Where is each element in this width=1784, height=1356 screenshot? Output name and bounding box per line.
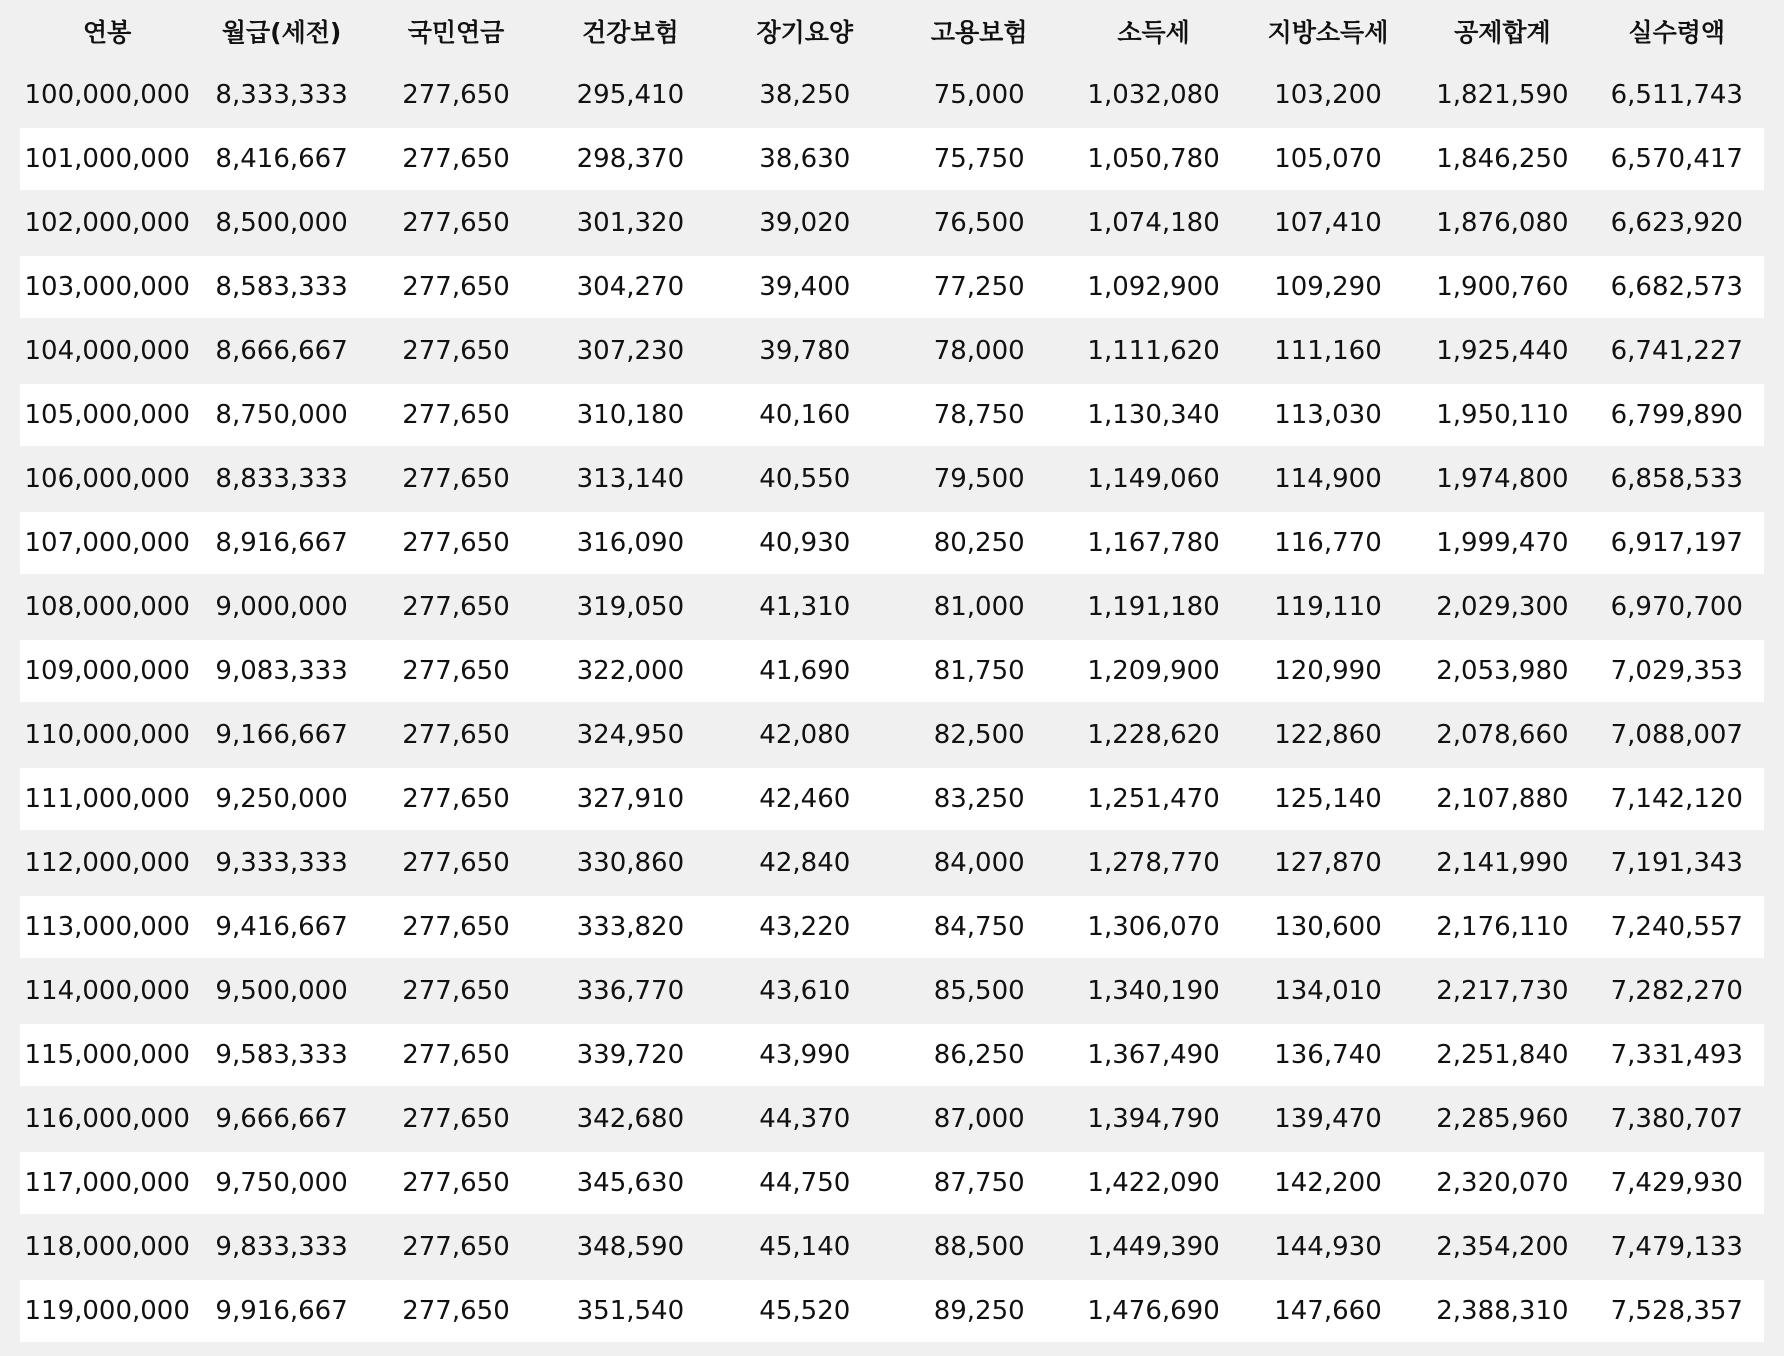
table-cell: 87,000 xyxy=(933,1104,1025,1134)
table-cell: 277,650 xyxy=(402,1168,510,1198)
table-cell: 6,799,890 xyxy=(1610,400,1743,430)
table-cell: 1,974,800 xyxy=(1436,464,1569,494)
table-cell: 116,000,000 xyxy=(24,1104,190,1134)
table-cell: 122,860 xyxy=(1274,720,1382,750)
table-cell: 44,750 xyxy=(759,1168,851,1198)
table-cell: 319,050 xyxy=(576,592,685,622)
table-cell: 295,410 xyxy=(576,80,685,110)
table-cell: 147,660 xyxy=(1274,1296,1382,1326)
table-cell: 1,846,250 xyxy=(1436,144,1569,174)
table-cell: 8,333,333 xyxy=(215,80,348,110)
table-cell: 7,142,120 xyxy=(1610,784,1743,814)
table-cell: 102,000,000 xyxy=(24,208,190,238)
table-cell: 1,050,780 xyxy=(1087,144,1220,174)
table-cell: 1,900,760 xyxy=(1436,272,1569,302)
table-row xyxy=(20,1280,1764,1342)
table-cell: 40,160 xyxy=(759,400,851,430)
table-cell: 117,000,000 xyxy=(24,1168,190,1198)
table-cell: 81,000 xyxy=(933,592,1025,622)
table-cell: 2,029,300 xyxy=(1436,592,1569,622)
table-cell: 40,550 xyxy=(759,464,851,494)
table-cell: 43,990 xyxy=(759,1040,851,1070)
table-cell: 1,340,190 xyxy=(1087,976,1220,1006)
table-cell: 277,650 xyxy=(402,144,510,174)
table-cell: 6,970,700 xyxy=(1610,592,1743,622)
table-cell: 1,149,060 xyxy=(1087,464,1220,494)
table-cell: 111,000,000 xyxy=(24,784,190,814)
table-cell: 100,000,000 xyxy=(24,80,190,110)
table-cell: 7,088,007 xyxy=(1610,720,1743,750)
table-cell: 9,916,667 xyxy=(215,1296,348,1326)
table-cell: 39,400 xyxy=(759,272,851,302)
table-cell: 9,583,333 xyxy=(215,1040,348,1070)
table-cell: 2,053,980 xyxy=(1436,656,1569,686)
table-cell: 1,167,780 xyxy=(1087,528,1220,558)
table-cell: 8,833,333 xyxy=(215,464,348,494)
table-cell: 38,630 xyxy=(759,144,851,174)
table-cell: 109,290 xyxy=(1274,272,1382,302)
table-row xyxy=(20,320,1764,382)
table-cell: 322,000 xyxy=(576,656,685,686)
table-cell: 7,429,930 xyxy=(1610,1168,1743,1198)
table-row xyxy=(20,192,1764,254)
table-cell: 114,000,000 xyxy=(24,976,190,1006)
table-cell: 7,282,270 xyxy=(1610,976,1743,1006)
table-cell: 2,320,070 xyxy=(1436,1168,1569,1198)
table-cell: 1,999,470 xyxy=(1436,528,1569,558)
table-cell: 7,240,557 xyxy=(1610,912,1743,942)
table-cell: 119,110 xyxy=(1274,592,1382,622)
table-cell: 125,140 xyxy=(1274,784,1382,814)
table-cell: 277,650 xyxy=(402,272,510,302)
table-cell: 79,500 xyxy=(933,464,1025,494)
table-row xyxy=(20,896,1764,958)
table-row xyxy=(20,768,1764,830)
table-cell: 144,930 xyxy=(1274,1232,1382,1262)
table-row xyxy=(20,256,1764,318)
header-national-pension: 국민연금 xyxy=(407,18,505,47)
table-cell: 113,000,000 xyxy=(24,912,190,942)
table-cell: 76,500 xyxy=(933,208,1025,238)
table-cell: 348,590 xyxy=(576,1232,685,1262)
table-cell: 8,750,000 xyxy=(215,400,348,430)
table-cell: 78,750 xyxy=(933,400,1025,430)
table-cell: 1,306,070 xyxy=(1087,912,1220,942)
table-cell: 7,191,343 xyxy=(1610,848,1743,878)
table-cell: 1,449,390 xyxy=(1087,1232,1220,1262)
table-cell: 6,858,533 xyxy=(1610,464,1743,494)
table-cell: 1,422,090 xyxy=(1087,1168,1220,1198)
table-cell: 112,000,000 xyxy=(24,848,190,878)
table-cell: 109,000,000 xyxy=(24,656,190,686)
table-cell: 1,925,440 xyxy=(1436,336,1569,366)
table-cell: 7,479,133 xyxy=(1610,1232,1743,1262)
table-cell: 1,367,490 xyxy=(1087,1040,1220,1070)
table-cell: 277,650 xyxy=(402,656,510,686)
header-income-tax: 소득세 xyxy=(1117,18,1190,47)
table-row xyxy=(20,512,1764,574)
table-cell: 1,032,080 xyxy=(1087,80,1220,110)
table-cell: 8,666,667 xyxy=(215,336,348,366)
table-row xyxy=(20,704,1764,766)
table-cell: 2,107,880 xyxy=(1436,784,1569,814)
table-cell: 9,666,667 xyxy=(215,1104,348,1134)
table-cell: 142,200 xyxy=(1274,1168,1382,1198)
table-cell: 9,833,333 xyxy=(215,1232,348,1262)
header-monthly-gross: 월급(세전) xyxy=(221,18,342,47)
table-cell: 130,600 xyxy=(1274,912,1382,942)
table-cell: 41,690 xyxy=(759,656,851,686)
table-cell: 345,630 xyxy=(576,1168,685,1198)
table-row xyxy=(20,640,1764,702)
table-cell: 7,331,493 xyxy=(1610,1040,1743,1070)
table-cell: 84,750 xyxy=(933,912,1025,942)
table-cell: 6,570,417 xyxy=(1610,144,1743,174)
table-cell: 8,583,333 xyxy=(215,272,348,302)
table-cell: 42,840 xyxy=(759,848,851,878)
table-cell: 80,250 xyxy=(933,528,1025,558)
table-cell: 41,310 xyxy=(759,592,851,622)
table-cell: 113,030 xyxy=(1274,400,1382,430)
table-row xyxy=(20,1216,1764,1278)
table-cell: 107,000,000 xyxy=(24,528,190,558)
table-row xyxy=(20,1024,1764,1086)
table-cell: 1,251,470 xyxy=(1087,784,1220,814)
table-cell: 136,740 xyxy=(1274,1040,1382,1070)
table-cell: 83,250 xyxy=(933,784,1025,814)
table-cell: 316,090 xyxy=(576,528,685,558)
table-cell: 310,180 xyxy=(576,400,685,430)
table-cell: 277,650 xyxy=(402,80,510,110)
table-cell: 44,370 xyxy=(759,1104,851,1134)
table-cell: 2,388,310 xyxy=(1436,1296,1569,1326)
table-row xyxy=(20,960,1764,1022)
table-cell: 45,520 xyxy=(759,1296,851,1326)
table-cell: 89,250 xyxy=(933,1296,1025,1326)
table-cell: 6,682,573 xyxy=(1610,272,1743,302)
table-cell: 38,250 xyxy=(759,80,851,110)
table-cell: 327,910 xyxy=(576,784,685,814)
table-cell: 134,010 xyxy=(1274,976,1382,1006)
table-cell: 277,650 xyxy=(402,336,510,366)
table-cell: 1,876,080 xyxy=(1436,208,1569,238)
table-cell: 1,191,180 xyxy=(1087,592,1220,622)
table-cell: 105,000,000 xyxy=(24,400,190,430)
table-cell: 351,540 xyxy=(576,1296,685,1326)
table-cell: 7,029,353 xyxy=(1610,656,1743,686)
table-cell: 116,770 xyxy=(1274,528,1382,558)
table-row xyxy=(20,832,1764,894)
table-cell: 81,750 xyxy=(933,656,1025,686)
table-body xyxy=(20,64,1764,1342)
table-cell: 277,650 xyxy=(402,784,510,814)
table-cell: 39,020 xyxy=(759,208,851,238)
table-cell: 7,380,707 xyxy=(1610,1104,1743,1134)
table-cell: 277,650 xyxy=(402,1232,510,1262)
table-cell: 108,000,000 xyxy=(24,592,190,622)
table-cell: 118,000,000 xyxy=(24,1232,190,1262)
table-cell: 103,200 xyxy=(1274,80,1382,110)
table-cell: 119,000,000 xyxy=(24,1296,190,1326)
table-cell: 104,000,000 xyxy=(24,336,190,366)
table-cell: 2,217,730 xyxy=(1436,976,1569,1006)
table-cell: 277,650 xyxy=(402,720,510,750)
header-long-term-care: 장기요양 xyxy=(756,18,854,47)
table-cell: 277,650 xyxy=(402,1104,510,1134)
table-cell: 1,074,180 xyxy=(1087,208,1220,238)
table-cell: 7,528,357 xyxy=(1610,1296,1743,1326)
table-cell: 277,650 xyxy=(402,592,510,622)
table-cell: 1,394,790 xyxy=(1087,1104,1220,1134)
table-cell: 1,209,900 xyxy=(1087,656,1220,686)
table-cell: 111,160 xyxy=(1274,336,1382,366)
table-cell: 43,610 xyxy=(759,976,851,1006)
header-health-insurance: 건강보험 xyxy=(582,18,679,47)
table-cell: 101,000,000 xyxy=(24,144,190,174)
table-cell: 1,821,590 xyxy=(1436,80,1569,110)
table-cell: 1,278,770 xyxy=(1087,848,1220,878)
table-cell: 6,741,227 xyxy=(1610,336,1743,366)
table-row xyxy=(20,128,1764,190)
table-cell: 75,750 xyxy=(933,144,1025,174)
table-cell: 43,220 xyxy=(759,912,851,942)
table-cell: 2,141,990 xyxy=(1436,848,1569,878)
table-row xyxy=(20,64,1764,126)
table-cell: 105,070 xyxy=(1274,144,1382,174)
table-cell: 1,950,110 xyxy=(1436,400,1569,430)
header-total-deductions: 공제합계 xyxy=(1454,18,1551,47)
header-employment-insurance: 고용보험 xyxy=(930,18,1028,47)
table-cell: 9,500,000 xyxy=(215,976,348,1006)
table-row xyxy=(20,576,1764,638)
table-header-row xyxy=(20,0,1764,62)
table-cell: 84,000 xyxy=(933,848,1025,878)
table-cell: 9,333,333 xyxy=(215,848,348,878)
table-cell: 277,650 xyxy=(402,400,510,430)
table-cell: 114,900 xyxy=(1274,464,1382,494)
table-cell: 88,500 xyxy=(933,1232,1025,1262)
table-cell: 9,750,000 xyxy=(215,1168,348,1198)
table-cell: 9,166,667 xyxy=(215,720,348,750)
table-cell: 307,230 xyxy=(576,336,685,366)
table-cell: 87,750 xyxy=(933,1168,1025,1198)
table-cell: 78,000 xyxy=(933,336,1025,366)
table-cell: 8,500,000 xyxy=(215,208,348,238)
table-cell: 324,950 xyxy=(576,720,685,750)
table-cell: 1,111,620 xyxy=(1087,336,1220,366)
table-cell: 277,650 xyxy=(402,208,510,238)
table-cell: 107,410 xyxy=(1274,208,1382,238)
table-cell: 336,770 xyxy=(576,976,685,1006)
header-net-pay: 실수령액 xyxy=(1628,18,1726,47)
table-cell: 85,500 xyxy=(933,976,1025,1006)
table-cell: 301,320 xyxy=(576,208,685,238)
table-cell: 120,990 xyxy=(1274,656,1382,686)
table-cell: 342,680 xyxy=(576,1104,685,1134)
header-local-income-tax: 지방소득세 xyxy=(1267,18,1389,47)
table-cell: 40,930 xyxy=(759,528,851,558)
table-cell: 103,000,000 xyxy=(24,272,190,302)
table-cell: 115,000,000 xyxy=(24,1040,190,1070)
table-cell: 1,130,340 xyxy=(1087,400,1220,430)
table-cell: 277,650 xyxy=(402,528,510,558)
table-cell: 9,000,000 xyxy=(215,592,348,622)
table-cell: 1,228,620 xyxy=(1087,720,1220,750)
table-cell: 9,250,000 xyxy=(215,784,348,814)
table-cell: 333,820 xyxy=(576,912,685,942)
table-cell: 2,354,200 xyxy=(1436,1232,1569,1262)
table-cell: 277,650 xyxy=(402,464,510,494)
table-cell: 9,416,667 xyxy=(215,912,348,942)
table-cell: 277,650 xyxy=(402,848,510,878)
table-cell: 75,000 xyxy=(933,80,1025,110)
header-annual-salary: 연봉 xyxy=(83,18,132,47)
table-cell: 39,780 xyxy=(759,336,851,366)
table-cell: 86,250 xyxy=(933,1040,1025,1070)
table-cell: 6,623,920 xyxy=(1610,208,1743,238)
table-row xyxy=(20,384,1764,446)
table-cell: 6,917,197 xyxy=(1610,528,1743,558)
table-cell: 330,860 xyxy=(576,848,685,878)
table-cell: 313,140 xyxy=(576,464,685,494)
table-cell: 110,000,000 xyxy=(24,720,190,750)
table-cell: 2,078,660 xyxy=(1436,720,1569,750)
table-cell: 298,370 xyxy=(576,144,685,174)
table-cell: 9,083,333 xyxy=(215,656,348,686)
table-cell: 2,251,840 xyxy=(1436,1040,1569,1070)
table-cell: 82,500 xyxy=(933,720,1025,750)
table-cell: 277,650 xyxy=(402,912,510,942)
table-cell: 277,650 xyxy=(402,976,510,1006)
table-cell: 45,140 xyxy=(759,1232,851,1262)
table-cell: 42,460 xyxy=(759,784,851,814)
table-cell: 1,476,690 xyxy=(1087,1296,1220,1326)
table-cell: 2,285,960 xyxy=(1436,1104,1569,1134)
table-cell: 6,511,743 xyxy=(1610,80,1743,110)
table-cell: 106,000,000 xyxy=(24,464,190,494)
table-cell: 127,870 xyxy=(1274,848,1382,878)
table-cell: 339,720 xyxy=(576,1040,685,1070)
table-cell: 77,250 xyxy=(933,272,1025,302)
table-cell: 8,416,667 xyxy=(215,144,348,174)
table-cell: 139,470 xyxy=(1274,1104,1382,1134)
table-row xyxy=(20,1088,1764,1150)
table-cell: 304,270 xyxy=(576,272,685,302)
table-cell: 277,650 xyxy=(402,1040,510,1070)
table-cell: 8,916,667 xyxy=(215,528,348,558)
table-cell: 2,176,110 xyxy=(1436,912,1569,942)
table-row xyxy=(20,1152,1764,1214)
table-cell: 42,080 xyxy=(759,720,851,750)
table-cell: 1,092,900 xyxy=(1087,272,1220,302)
table-row xyxy=(20,448,1764,510)
table-cell: 277,650 xyxy=(402,1296,510,1326)
